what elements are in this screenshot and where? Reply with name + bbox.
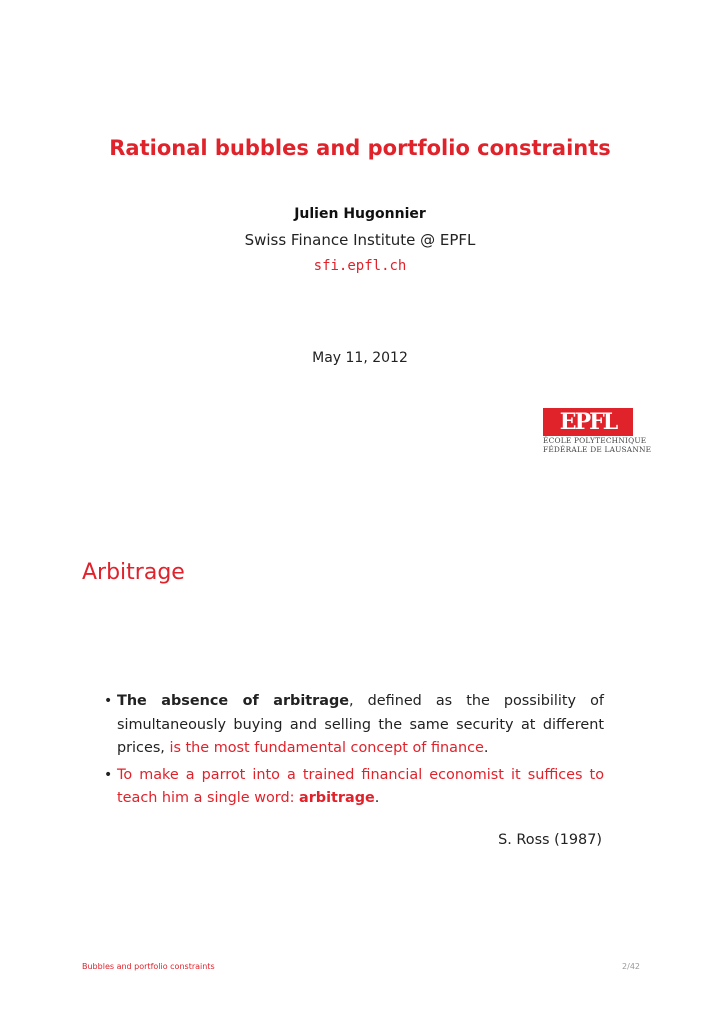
epfl-logo-line2: FÉDÉRALE DE LAUSANNE [543, 445, 652, 454]
bullet-quote: To make a parrot into a trained financial economist it suffices to teach him a single word: [117, 766, 604, 806]
bullet-highlight: is the most fundamental concept of finance [169, 740, 484, 756]
quote-attribution: S. Ross (1987) [498, 832, 602, 848]
epfl-logo-mark [543, 408, 633, 436]
presentation-title: Rational bubbles and portfolio constraints [109, 136, 611, 160]
epfl-logo-text: EPFL [559, 409, 617, 435]
bullet-end: . [483, 740, 489, 756]
institute-website-link[interactable]: sfi.epfl.ch [313, 258, 407, 274]
footer-short-title: Bubbles and portfolio constraints [82, 962, 215, 971]
bullet-bold-phrase: The absence of arbitrage [117, 693, 350, 709]
epfl-logo [543, 408, 652, 455]
bullet-list [104, 690, 604, 814]
author-institute: Swiss Finance Institute @ EPFL [244, 231, 476, 249]
footer-page-number: 2/42 [622, 962, 640, 971]
bullet-text: , defined as the possibility of simultaneously buying and selling the same security at different prices, [117, 693, 604, 756]
bullet-end: . [374, 790, 380, 806]
bullet-item [104, 690, 604, 761]
presentation-date: May 11, 2012 [312, 350, 408, 366]
bullet-dot-icon: • [104, 693, 113, 709]
bullet-dot-icon: • [104, 766, 113, 783]
author-name: Julien Hugonnier [294, 206, 426, 222]
epfl-logo-line1: ÉCOLE POLYTECHNIQUE [543, 436, 647, 445]
bullet-item [104, 764, 604, 811]
slide-title: Arbitrage [82, 560, 185, 585]
bullet-keyword: arbitrage [299, 790, 375, 806]
